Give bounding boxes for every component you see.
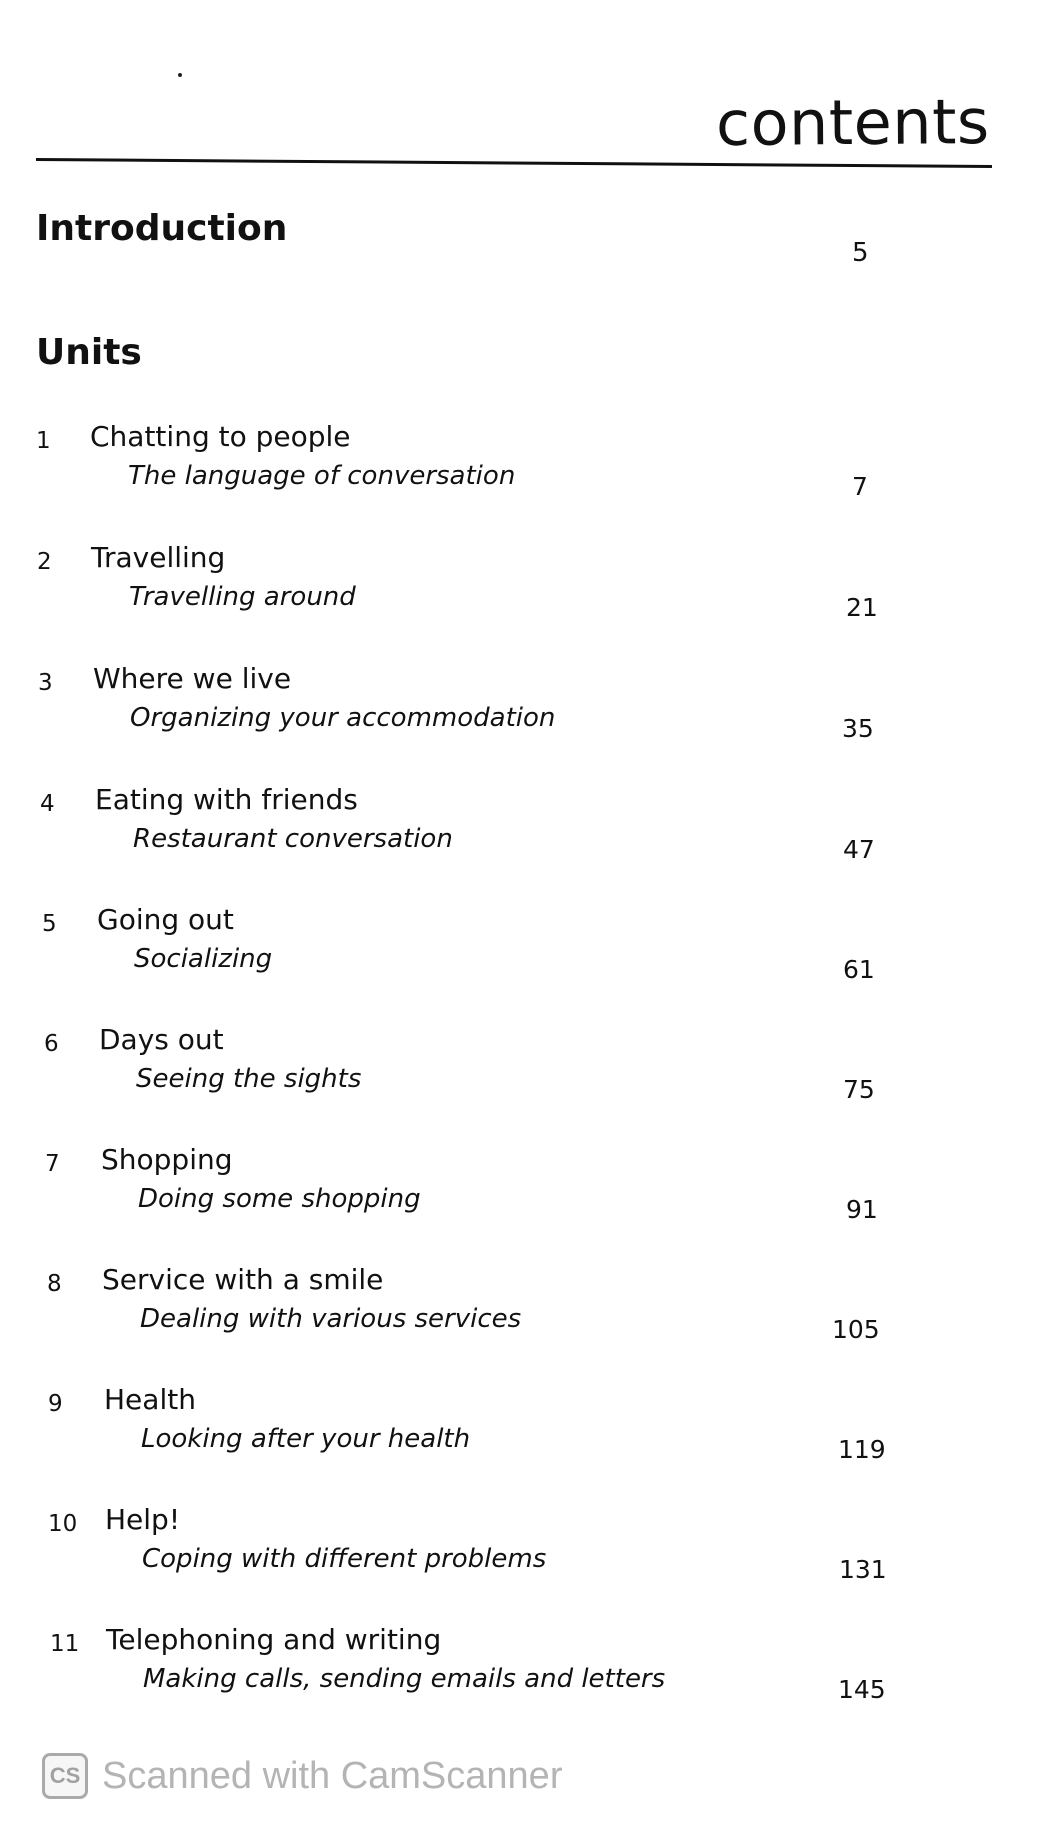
unit-number: 2: [37, 549, 52, 575]
unit-page-number: 91: [846, 1195, 878, 1224]
unit-subtitle: Seeing the sights: [136, 1064, 362, 1094]
unit-subtitle: Organizing your accommodation: [130, 703, 556, 733]
speck-mark: [178, 73, 182, 77]
unit-entry: [0, 1141, 1056, 1251]
unit-subtitle: Coping with different problems: [142, 1544, 547, 1574]
unit-title: Telephoning and writing: [106, 1623, 442, 1656]
unit-subtitle: Socializing: [134, 944, 273, 974]
unit-page-number: 105: [832, 1315, 880, 1344]
unit-subtitle: Making calls, sending emails and letters: [143, 1664, 666, 1694]
watermark-text: Scanned with CamScanner: [102, 1754, 563, 1797]
unit-subtitle: Doing some shopping: [138, 1184, 421, 1214]
unit-number: 9: [48, 1391, 63, 1417]
unit-entry: [0, 1501, 1056, 1611]
unit-title: Days out: [99, 1023, 224, 1056]
unit-subtitle: Looking after your health: [141, 1424, 471, 1454]
unit-number: 5: [42, 911, 57, 937]
introduction-heading: Introduction: [36, 208, 288, 249]
unit-number: 4: [40, 791, 55, 817]
unit-entry: [0, 539, 1056, 649]
unit-page-number: 47: [843, 835, 875, 864]
page-title: contents: [716, 85, 991, 160]
unit-page-number: 61: [843, 955, 875, 984]
unit-number: 8: [47, 1271, 62, 1297]
unit-page-number: 145: [838, 1675, 886, 1704]
unit-page-number: 35: [842, 714, 874, 743]
unit-page-number: 119: [838, 1435, 886, 1464]
unit-number: 10: [48, 1511, 78, 1537]
title-rule: [36, 158, 992, 168]
unit-number: 3: [38, 670, 53, 696]
unit-page-number: 75: [843, 1075, 875, 1104]
unit-entry: [0, 1021, 1056, 1131]
unit-subtitle: Travelling around: [129, 582, 356, 612]
unit-title: Travelling: [91, 541, 226, 574]
unit-number: 1: [36, 428, 51, 454]
unit-page-number: 7: [852, 472, 868, 501]
unit-title: Eating with friends: [95, 783, 358, 816]
unit-title: Chatting to people: [90, 420, 351, 453]
unit-entry: [0, 901, 1056, 1011]
scanner-watermark: [42, 1750, 562, 1802]
unit-page-number: 131: [839, 1555, 887, 1584]
unit-title: Going out: [97, 903, 234, 936]
unit-entry: [0, 418, 1056, 528]
unit-number: 6: [44, 1031, 59, 1057]
unit-title: Where we live: [93, 662, 292, 695]
unit-subtitle: Dealing with various services: [140, 1304, 522, 1334]
unit-subtitle: Restaurant conversation: [133, 824, 453, 854]
unit-title: Shopping: [101, 1143, 233, 1176]
unit-number: 11: [50, 1631, 80, 1657]
unit-entry: [0, 660, 1056, 770]
unit-title: Help!: [105, 1503, 181, 1536]
unit-number: 7: [45, 1151, 60, 1177]
unit-title: Health: [104, 1383, 196, 1416]
unit-entry: [0, 1621, 1056, 1731]
camscanner-logo-icon: CS: [42, 1753, 88, 1799]
unit-subtitle: The language of conversation: [128, 461, 516, 491]
units-heading: Units: [36, 332, 142, 373]
unit-entry: [0, 1381, 1056, 1491]
unit-page-number: 21: [846, 593, 878, 622]
introduction-page-number: 5: [852, 238, 869, 268]
unit-entry: [0, 781, 1056, 891]
unit-entry: [0, 1261, 1056, 1371]
unit-title: Service with a smile: [102, 1263, 384, 1296]
